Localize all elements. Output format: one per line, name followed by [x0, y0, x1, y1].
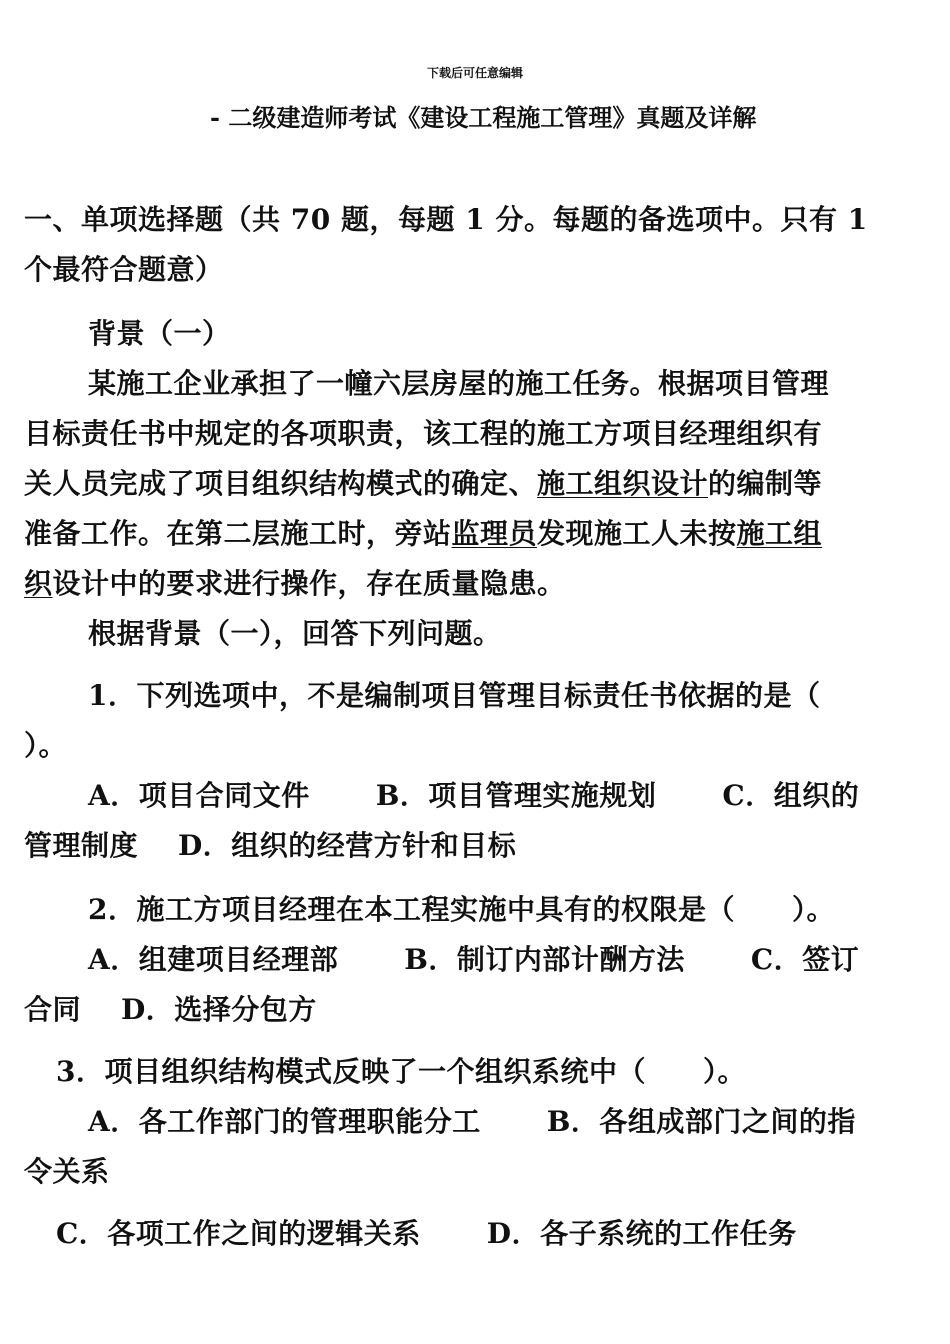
option-c[interactable]: C．各项工作之间的逻辑关系: [56, 1217, 421, 1250]
header-note: 下载后可任意编辑: [426, 66, 523, 80]
background-prompt: 根据背景（一），回答下列问题。: [88, 617, 502, 650]
section-heading-line2: 个最符合题意）: [24, 253, 224, 286]
background-paragraph-line2: 目标责任书中规定的各项职责，该工程的施工方项目经理组织有: [24, 417, 823, 450]
question-1-options-row1: [88, 774, 950, 814]
option-c-cont: 合同: [24, 993, 82, 1026]
text-span: 设计中的要求进行操作，存在质量隐患。: [52, 567, 566, 600]
background-paragraph-line3: [24, 462, 934, 502]
question-2-options-row2: [24, 988, 934, 1028]
question-1-options-row2: [24, 824, 934, 864]
option-d[interactable]: D．各子系统的工作任务: [486, 1217, 797, 1250]
question-1-stem: 1．下列选项中，不是编制项目管理目标责任书依据的是（: [88, 679, 821, 712]
background-heading: 背景（一）: [88, 317, 231, 350]
option-a[interactable]: A．各工作部门的管理职能分工: [88, 1105, 481, 1138]
option-b[interactable]: B．项目管理实施规划: [375, 779, 657, 812]
text-span: 准备工作。在第二层施工时，旁站: [24, 517, 452, 550]
question-2-stem: 2．施工方项目经理在本工程实施中具有的权限是（ ）。: [88, 893, 835, 926]
link-construction-org-cont[interactable]: 织: [24, 567, 53, 600]
text-span: 关人员完成了项目组织结构模式的确定、: [24, 467, 538, 500]
option-c-cont: 管理制度: [24, 829, 139, 862]
option-d[interactable]: D．选择分包方: [121, 993, 317, 1026]
background-paragraph-line1: 某施工企业承担了一幢六层房屋的施工任务。根据项目管理: [88, 367, 830, 400]
link-construction-org-design[interactable]: 施工组织设计: [537, 467, 709, 500]
document-title: - 二级建造师考试《建设工程施工管理》真题及详解: [210, 103, 757, 132]
option-a[interactable]: A．组建项目经理部: [88, 943, 339, 976]
question-2-options-row1: [88, 938, 950, 978]
option-b[interactable]: B．各组成部门之间的指: [546, 1105, 856, 1138]
question-1-stem-end: ）。: [24, 729, 68, 762]
text-span: 的编制等: [708, 467, 823, 500]
text-span: 发现施工人未按: [537, 517, 737, 550]
option-a[interactable]: A．项目合同文件: [88, 779, 310, 812]
option-c[interactable]: C．签订: [750, 943, 860, 976]
question-3-options-row1: [88, 1100, 950, 1140]
option-c[interactable]: C．组织的: [722, 779, 860, 812]
option-b[interactable]: B．制订内部计酬方法: [404, 943, 685, 976]
link-construction-org[interactable]: 施工组: [736, 517, 823, 550]
question-3-options-row3: [56, 1212, 950, 1252]
background-paragraph-line4: [24, 512, 934, 552]
question-3-stem: 3．项目组织结构模式反映了一个组织系统中（ ）。: [56, 1055, 746, 1088]
option-d[interactable]: D．组织的经营方针和目标: [178, 829, 517, 862]
background-paragraph-line5: [24, 562, 934, 602]
question-3-options-row2: 令关系: [24, 1155, 110, 1188]
section-heading-line1: 一、单项选择题（共 70 题，每题 1 分。每题的备选项中。只有 1: [24, 203, 868, 236]
link-supervisor[interactable]: 监理员: [451, 517, 538, 550]
